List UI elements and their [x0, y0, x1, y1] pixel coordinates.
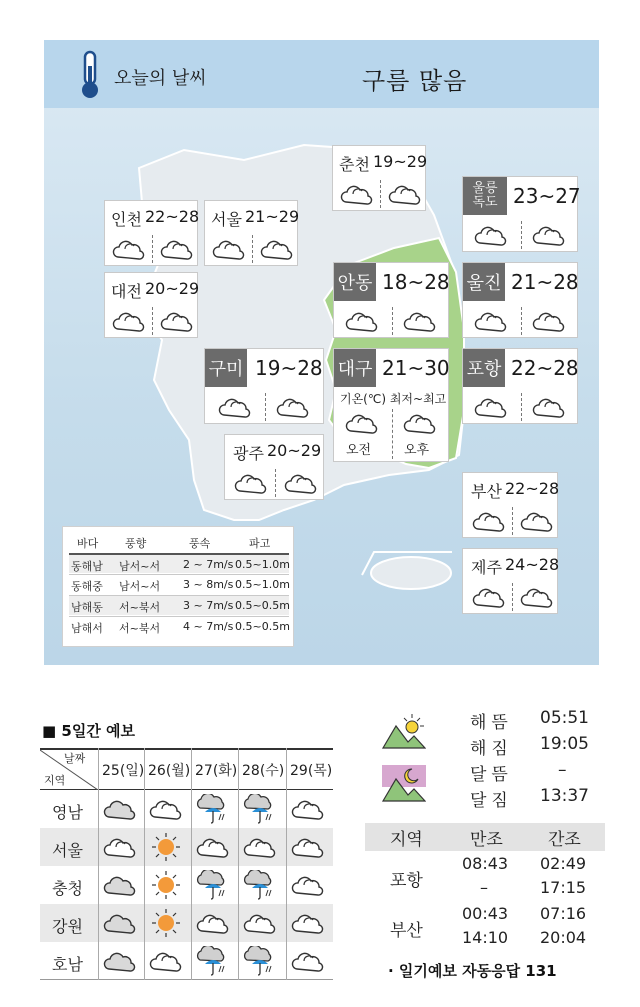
am-pm-divider [152, 307, 153, 335]
am-pm-divider [392, 307, 393, 335]
day-header: 25(일) [102, 763, 145, 779]
city-card-daegu [333, 348, 449, 462]
partly-cloudy-icon [275, 395, 311, 419]
tide-region: 부산 [390, 921, 423, 941]
partly-cloudy-icon [111, 237, 147, 261]
city-card-gumi [204, 348, 324, 424]
partly-cloudy-icon [402, 309, 438, 333]
pm-label: 오후 [404, 443, 430, 458]
am-pm-divider [152, 235, 153, 263]
partly-cloudy-icon [259, 237, 295, 261]
city-card-ulleung [462, 176, 581, 252]
tide-header-low: 간조 [548, 830, 581, 850]
rain-icon [195, 946, 231, 976]
tide-low-2: 20:04 [540, 928, 587, 947]
city-name: 춘천 [339, 155, 370, 174]
sea-row: 남해서 서~북서 4 ~ 7m/s 0.5~0.5m [69, 616, 289, 636]
am-pm-divider [265, 393, 266, 421]
day-header: 29(목) [290, 763, 333, 779]
cloudy-icon [102, 873, 138, 897]
city-name: 제주 [471, 558, 502, 577]
moonset-time: 13:37 [540, 786, 589, 806]
city-card-chuncheon [332, 145, 426, 211]
am-label: 오전 [346, 443, 372, 458]
partly-cloudy-icon [471, 509, 507, 533]
partly-cloudy-icon [473, 395, 509, 419]
city-card-seoul [204, 200, 298, 266]
partly-cloudy-icon [159, 309, 195, 333]
city-card-daejeon [104, 272, 198, 338]
city-card-andong [333, 262, 449, 338]
cloudy-icon [102, 911, 138, 935]
partly-cloudy-icon [473, 309, 509, 333]
city-temp: 18~28 [382, 270, 450, 294]
partly-cloudy-icon [387, 182, 423, 206]
partly-cloudy-icon [473, 223, 509, 247]
cloudy-icon [102, 797, 138, 821]
partly-cloudy-icon [290, 911, 326, 935]
rain-icon [242, 794, 278, 824]
weather-map-panel [44, 40, 599, 665]
sea-header-area: 바다 [77, 537, 99, 550]
am-pm-divider [252, 235, 253, 263]
legend-text: 기온(℃) 최저~최고 [340, 392, 447, 406]
tide-high-1: 08:43 [462, 854, 509, 873]
partly-cloudy-icon [519, 509, 555, 533]
city-temp: 19~28 [255, 356, 323, 380]
sunset-time: 19:05 [540, 734, 589, 754]
partly-cloudy-icon [217, 395, 253, 419]
partly-cloudy-icon [519, 585, 555, 609]
sea-row: 남해동 서~북서 3 ~ 7m/s 0.5~0.5m [69, 595, 289, 615]
city-tag: 울진 [463, 263, 505, 301]
sea-row: 동해남 남서~서 2 ~ 7m/s 0.5~1.0m [69, 553, 289, 573]
am-pm-divider [521, 393, 522, 421]
city-name: 대전 [111, 282, 142, 301]
partly-cloudy-icon [344, 411, 380, 435]
partly-cloudy-icon [290, 797, 326, 821]
partly-cloudy-icon [233, 471, 269, 495]
partly-cloudy-icon [339, 182, 375, 206]
city-card-gwangju [224, 434, 324, 500]
city-temp: 19~29 [373, 152, 428, 171]
partly-cloudy-icon [471, 585, 507, 609]
region-name: 강원 [52, 917, 83, 936]
city-name: 광주 [233, 444, 264, 463]
am-pm-divider [521, 307, 522, 335]
partly-cloudy-icon [195, 911, 231, 935]
partly-cloudy-icon [531, 395, 567, 419]
rain-icon [195, 870, 231, 900]
five-day-title: ■ 5일간 예보 [42, 722, 136, 740]
city-card-jeju [462, 548, 558, 614]
region-name: 호남 [52, 955, 83, 974]
moonset-label: 달짐 [470, 791, 513, 811]
partly-cloudy-icon [148, 797, 184, 821]
city-name: 서울 [211, 210, 242, 229]
partly-cloudy-icon [290, 873, 326, 897]
city-name: 부산 [471, 482, 502, 501]
sunrise-label: 해뜸 [470, 713, 513, 733]
tide-high-1: 00:43 [462, 904, 509, 923]
partly-cloudy-icon [344, 309, 380, 333]
tide-low-2: 17:15 [540, 878, 587, 897]
city-temp: 20~29 [267, 441, 322, 460]
am-pm-divider [512, 507, 513, 535]
partly-cloudy-icon [102, 835, 138, 859]
city-card-busan [462, 472, 558, 538]
city-name: 인천 [111, 210, 142, 229]
sunny-icon [148, 908, 184, 938]
day-header: 27(화) [195, 763, 238, 779]
header-title: 오늘의 날씨 [114, 68, 207, 89]
partly-cloudy-icon [290, 949, 326, 973]
rain-icon [242, 870, 278, 900]
city-temp: 21~28 [511, 270, 579, 294]
partly-cloudy-icon [111, 309, 147, 333]
weather-condition: 구름 많음 [362, 67, 468, 95]
tide-region: 포항 [390, 871, 423, 891]
moonrise-label: 달뜸 [470, 765, 513, 785]
day-header: 26(월) [148, 763, 191, 779]
am-pm-divider [275, 469, 276, 497]
partly-cloudy-icon [242, 835, 278, 859]
region-name: 서울 [52, 841, 83, 860]
partly-cloudy-icon [290, 835, 326, 859]
tide-high-2: – [480, 878, 488, 897]
sea-conditions-table [62, 526, 294, 647]
tide-header-region: 지역 [390, 830, 423, 850]
city-temp: 22~28 [505, 479, 560, 498]
city-card-incheon [104, 200, 198, 266]
tide-high-2: 14:10 [462, 928, 509, 947]
city-card-pohang [462, 348, 578, 424]
thermometer-icon [74, 48, 106, 100]
city-tag: 구미 [205, 349, 247, 387]
city-temp: 24~28 [505, 555, 560, 574]
partly-cloudy-icon [159, 237, 195, 261]
city-tag: 대구 [334, 349, 376, 387]
rain-icon [195, 794, 231, 824]
moonrise-time: – [558, 760, 567, 780]
region-name: 영남 [52, 803, 83, 822]
city-temp: 22~28 [145, 207, 200, 226]
city-tag: 포항 [463, 349, 505, 387]
partly-cloudy-icon [211, 237, 247, 261]
rain-icon [242, 946, 278, 976]
am-pm-divider [380, 180, 381, 208]
cloudy-icon [102, 949, 138, 973]
sea-header-speed: 풍속 [189, 537, 211, 550]
city-card-uljin [462, 262, 578, 338]
city-temp: 23~27 [513, 184, 581, 208]
moonrise-icon [382, 765, 426, 803]
partly-cloudy-icon [402, 411, 438, 435]
corner-bottom-label: 지역 [44, 774, 66, 787]
forecast-hotline-note: · 일기예보 자동응답 131 [388, 962, 557, 980]
city-temp: 21~29 [245, 207, 300, 226]
corner-top-label: 날짜 [64, 752, 86, 765]
am-pm-divider [512, 583, 513, 611]
five-day-table [40, 748, 333, 978]
sea-header-direction: 풍향 [125, 537, 147, 550]
partly-cloudy-icon [242, 911, 278, 935]
tide-low-1: 07:16 [540, 904, 587, 923]
city-tag: 안동 [334, 263, 376, 301]
sunrise-time: 05:51 [540, 708, 589, 728]
partly-cloudy-icon [283, 471, 319, 495]
partly-cloudy-icon [195, 835, 231, 859]
city-temp: 22~28 [511, 356, 579, 380]
am-pm-divider [521, 221, 522, 249]
sea-header-wave: 파고 [249, 537, 271, 550]
tide-header-high: 만조 [470, 830, 503, 850]
region-name: 충청 [52, 879, 83, 898]
sunset-label: 해짐 [470, 739, 513, 759]
day-header: 28(수) [242, 763, 285, 779]
city-temp: 20~29 [145, 279, 200, 298]
partly-cloudy-icon [148, 949, 184, 973]
sunrise-icon [382, 712, 426, 750]
sunny-icon [148, 832, 184, 862]
city-temp: 21~30 [382, 356, 450, 380]
sunny-icon [148, 870, 184, 900]
sea-row: 동해중 남서~서 3 ~ 8m/s 0.5~1.0m [69, 574, 289, 594]
am-pm-divider [392, 409, 393, 459]
city-tag: 울릉 독도 [463, 177, 507, 215]
tide-low-1: 02:49 [540, 854, 587, 873]
partly-cloudy-icon [531, 223, 567, 247]
partly-cloudy-icon [531, 309, 567, 333]
